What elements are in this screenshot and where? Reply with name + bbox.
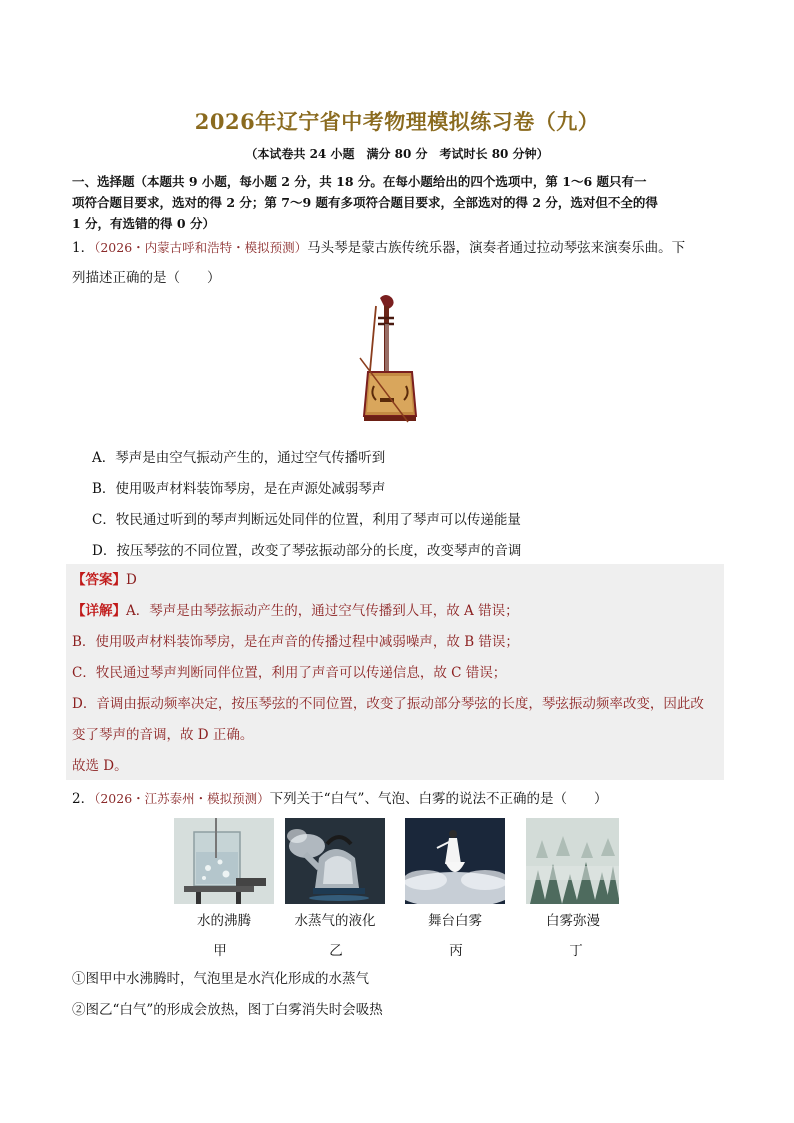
option-c: C．牧民通过听到的琴声判断远处同伴的位置，利用了琴声可以传递能量 <box>92 512 521 528</box>
instruction-line: 一、选择题（本题共 9 小题，每小题 2 分，共 18 分。在每小题给出的四个选项中，第 1～6 题只有一 <box>72 174 647 189</box>
kettle-steam-image <box>285 818 385 904</box>
boiling-water-image <box>174 818 274 904</box>
answer-line <box>72 570 722 590</box>
stage-fog-illustration <box>405 818 505 904</box>
question-text: 下列关于“白气”、气泡、白雾的说法不正确的是（ ） <box>269 791 608 807</box>
question-source: （2026・内蒙古呼和浩特・模拟预测） <box>94 240 308 255</box>
section-instructions <box>72 171 724 234</box>
image-caption: 水的沸腾 <box>197 913 251 929</box>
image-tag: 乙 <box>329 943 343 959</box>
image-caption: 舞台白雾 <box>428 913 482 929</box>
detail-line: 变了琴声的音调，故 D 正确。 <box>72 727 254 743</box>
statement-1: ①图甲中水沸腾时，气泡里是水汽化形成的水蒸气 <box>72 971 369 987</box>
detail-line: 故选 D。 <box>72 758 128 774</box>
misty-forest-image <box>526 818 619 904</box>
statement-2: ②图乙“白气”的形成会放热，图丁白雾消失时会吸热 <box>72 1002 383 1018</box>
exam-info: （本试卷共 24 小题 满分 80 分 考试时长 80 分钟） <box>245 147 549 161</box>
detail-label: 【详解】 <box>72 603 126 619</box>
detail-line: B．使用吸声材料装饰琴房，是在声音的传播过程中减弱噪声，故 B 错误； <box>72 634 519 650</box>
morin-khuur-illustration <box>350 294 430 430</box>
morin-khuur-image <box>350 294 430 430</box>
detail-line: D．音调由振动频率决定，按压琴弦的不同位置，改变了振动部分琴弦的长度，琴弦振动频率改变，因此改 <box>72 696 704 712</box>
question-number: 1． <box>72 240 95 256</box>
detail-text: A．琴声是由琴弦振动产生的，通过空气传播到人耳，故 A 错误； <box>126 603 519 619</box>
misty-forest-illustration <box>526 818 619 904</box>
detail-line: C．牧民通过琴声判断同伴位置，利用了声音可以传递信息，故 C 错误； <box>72 665 507 681</box>
question-1-stem-cont: 列描述正确的是（ ） <box>72 270 221 286</box>
image-caption: 白雾弥漫 <box>546 913 600 929</box>
image-caption: 水蒸气的液化 <box>294 913 376 929</box>
boiling-water-illustration <box>174 818 274 904</box>
question-1-stem <box>72 238 732 258</box>
kettle-illustration <box>285 818 385 904</box>
detail-line <box>72 601 722 621</box>
image-tag: 甲 <box>213 943 227 959</box>
page-title: 2026年辽宁省中考物理模拟练习卷（九） <box>194 109 600 134</box>
question-2-stem <box>72 789 732 809</box>
instruction-line: 1 分，有选错的得 0 分） <box>72 216 215 231</box>
instruction-line: 项符合题目要求，选对的得 2 分；第 7～9 题有多项符合题目要求，全部选对的得 2 分，选对但不全的得 <box>72 195 658 210</box>
image-tag: 丁 <box>569 943 583 959</box>
question-source: （2026・江苏泰州・模拟预测） <box>94 791 270 806</box>
question-number: 2． <box>72 791 95 807</box>
answer-label: 【答案】 <box>72 572 126 588</box>
image-tag: 丙 <box>449 943 463 959</box>
option-a: A．琴声是由空气振动产生的，通过空气传播听到 <box>92 450 386 466</box>
option-b: B．使用吸声材料装饰琴房，是在声源处减弱琴声 <box>92 481 386 497</box>
question-text: 马头琴是蒙古族传统乐器，演奏者通过拉动琴弦来演奏乐曲。下 <box>307 240 686 256</box>
answer-value: D <box>126 572 137 588</box>
option-d: D．按压琴弦的不同位置，改变了琴弦振动部分的长度，改变琴声的音调 <box>92 543 522 559</box>
stage-fog-image <box>405 818 505 904</box>
